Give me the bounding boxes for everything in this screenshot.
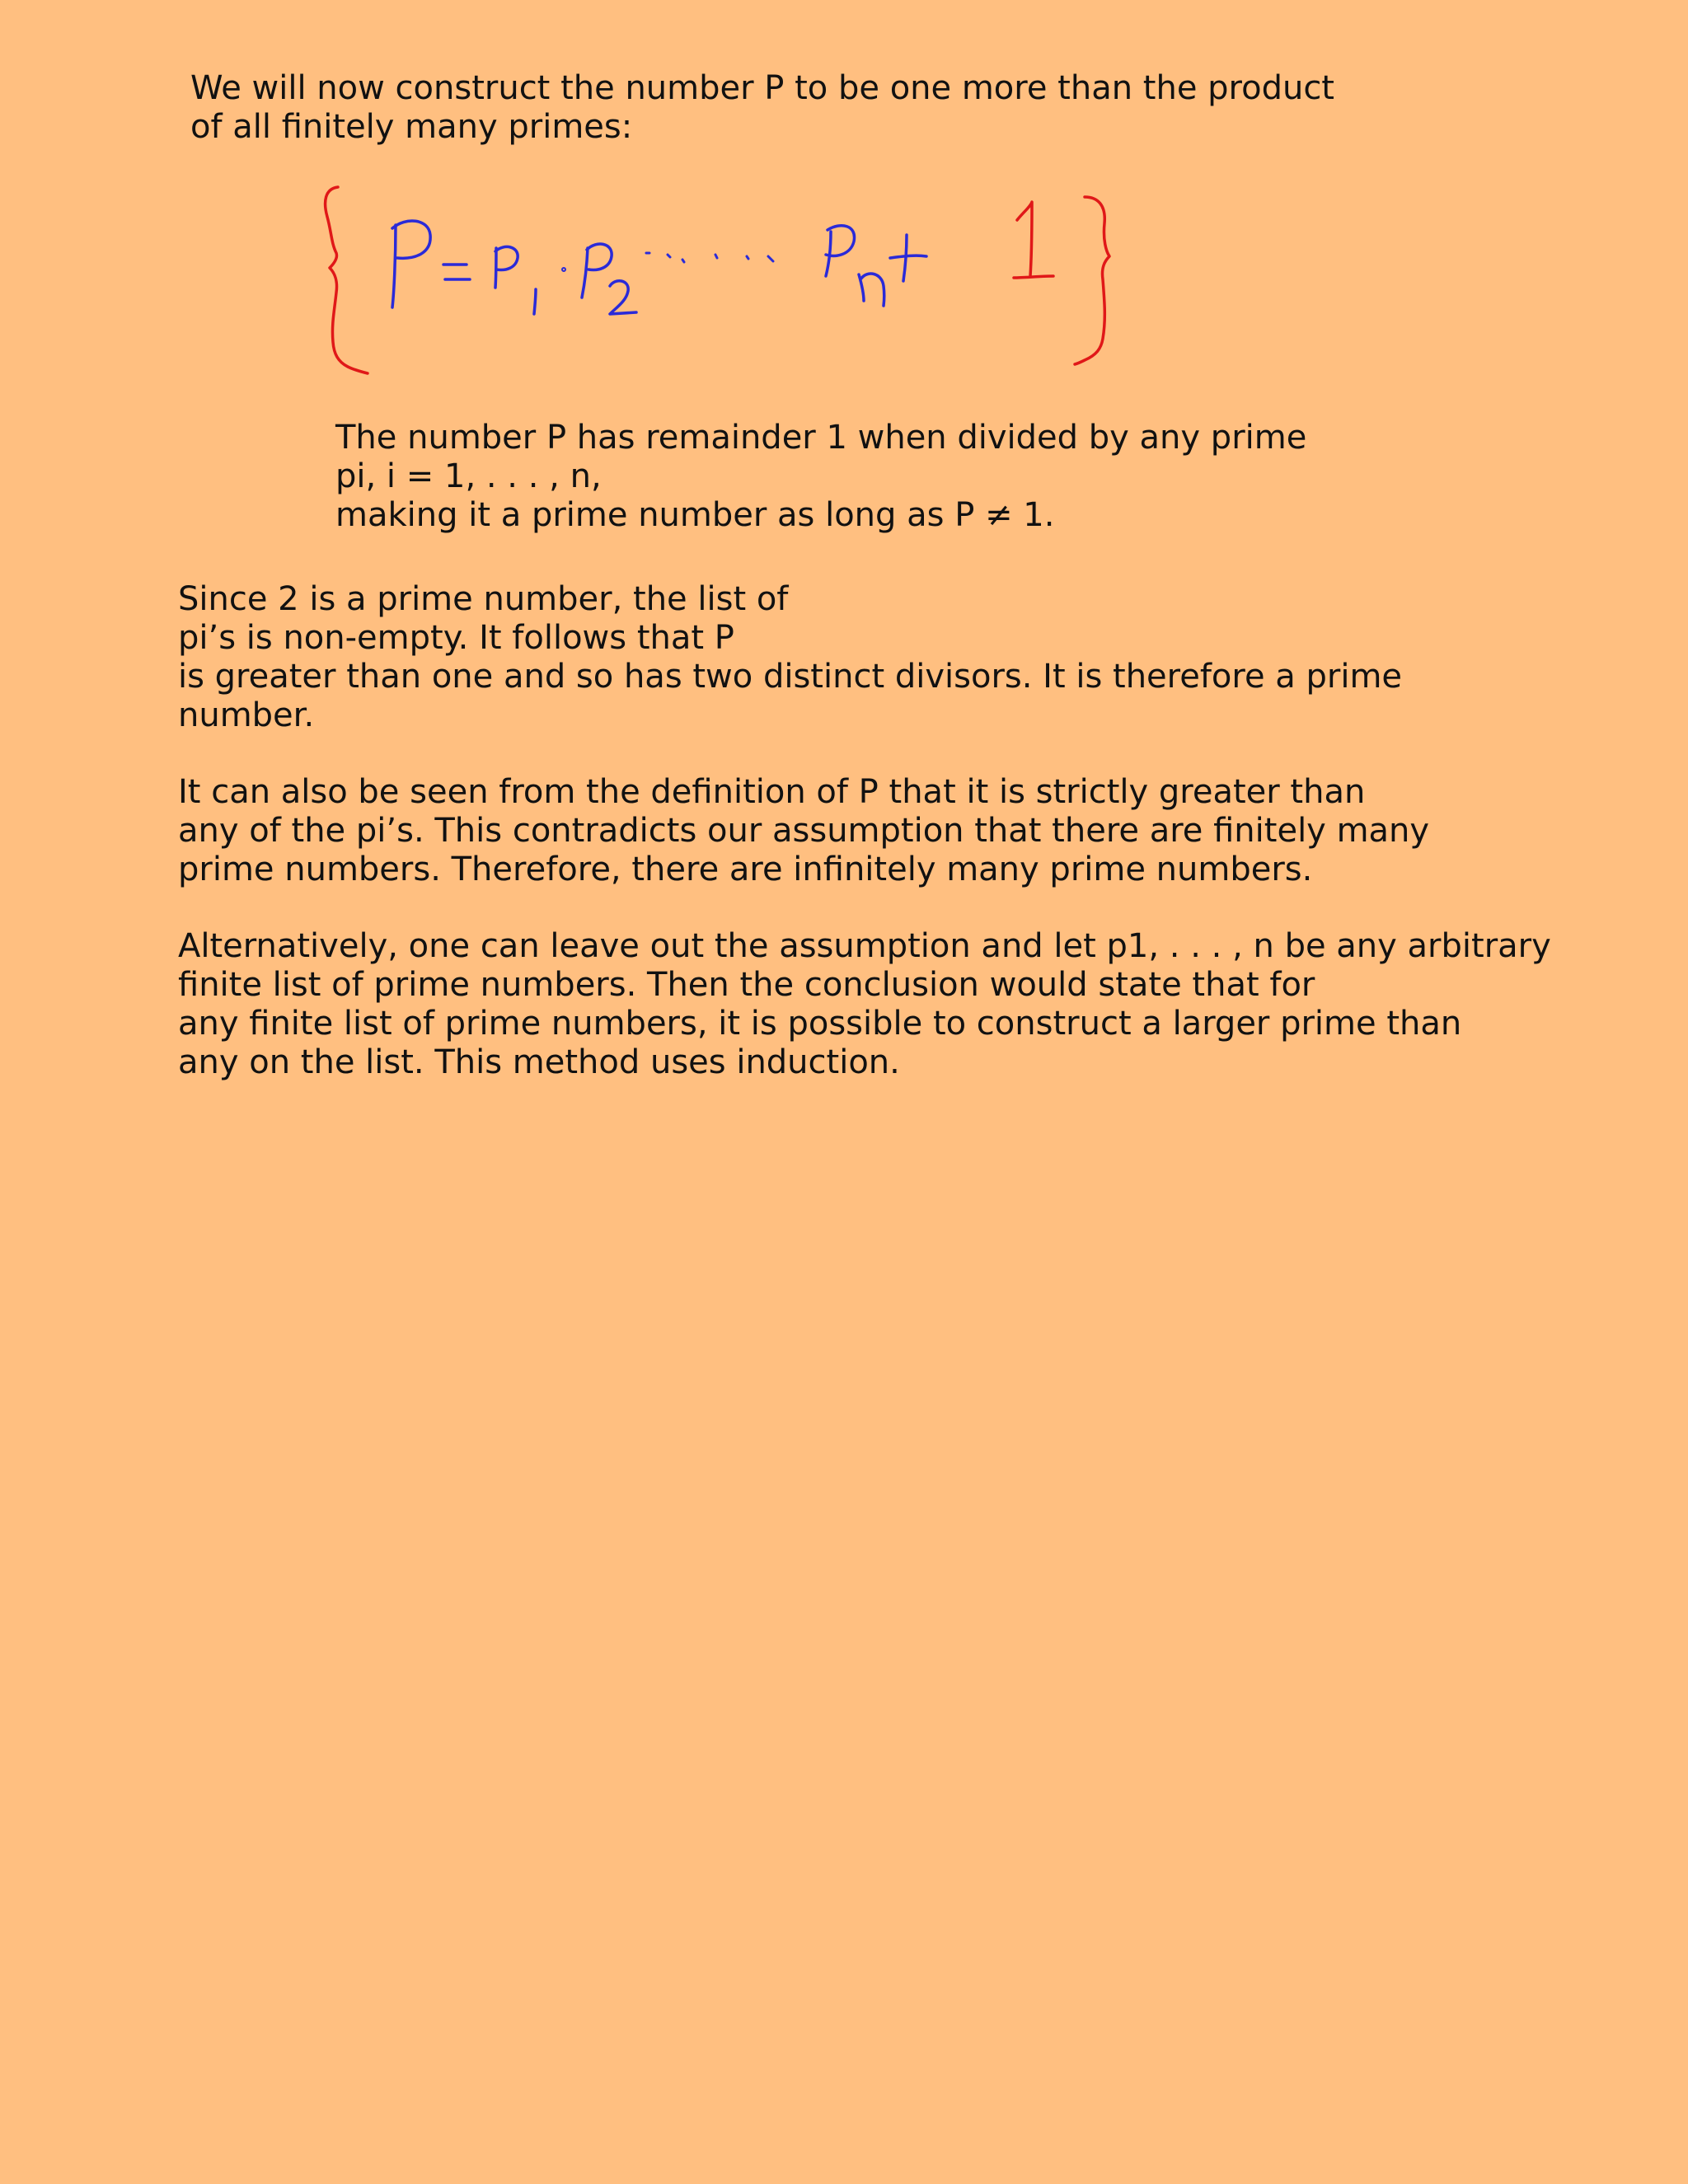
paragraph-line: any of the pi’s. This contradicts our assumption that there are finitely many (178, 812, 1430, 850)
paragraph-line: prime numbers. Therefore, there are infinitely many prime numbers. (178, 851, 1313, 888)
remainder-line: making it a prime number as long as P ≠ 1. (335, 496, 1055, 534)
remainder-note (335, 419, 1306, 535)
intro-line: We will now construct the number P to be one more than the product (190, 69, 1334, 107)
paragraph-line: Alternatively, one can leave out the assumption and let p1, . . . , n be any arbitrary (178, 927, 1551, 965)
paragraph-line: any finite list of prime numbers, it is possible to construct a larger prime than (178, 1005, 1462, 1043)
glyph-pn (826, 226, 884, 306)
handwritten-formula (313, 177, 1129, 391)
intro-line: of all finitely many primes: (190, 108, 633, 146)
paragraph-line: Since 2 is a prime number, the list of (178, 580, 789, 618)
glyph-p2 (582, 244, 636, 314)
paragraph-since-two (178, 580, 1402, 735)
right-brace-stroke (1075, 197, 1109, 364)
paragraph-line: any on the list. This method uses induction. (178, 1043, 900, 1081)
remainder-line: The number P has remainder 1 when divided by any prime (335, 419, 1307, 457)
intro-text (190, 69, 1334, 147)
paragraph-strictly-greater (178, 773, 1429, 889)
glyph-ellipsis (646, 253, 773, 262)
glyph-dot (562, 268, 565, 271)
paragraph-line: number. (178, 696, 315, 734)
paragraph-line: finite list of prime numbers. Then the conclusion would state that for (178, 966, 1315, 1004)
paragraph-alternatively (178, 927, 1551, 1082)
remainder-line: pi, i = 1, . . . , n, (335, 457, 602, 495)
glyph-equals (443, 265, 470, 279)
glyph-p1 (495, 246, 536, 314)
paragraph-line: pi’s is non-empty. It follows that P (178, 619, 734, 657)
glyph-plus (890, 235, 926, 281)
glyph-P (392, 221, 430, 307)
glyph-one (1014, 202, 1053, 278)
left-brace-stroke (326, 187, 368, 373)
paragraph-line: It can also be seen from the definition of P that it is strictly greater than (178, 773, 1366, 811)
paragraph-line: is greater than one and so has two distinct divisors. It is therefore a prime (178, 658, 1403, 696)
